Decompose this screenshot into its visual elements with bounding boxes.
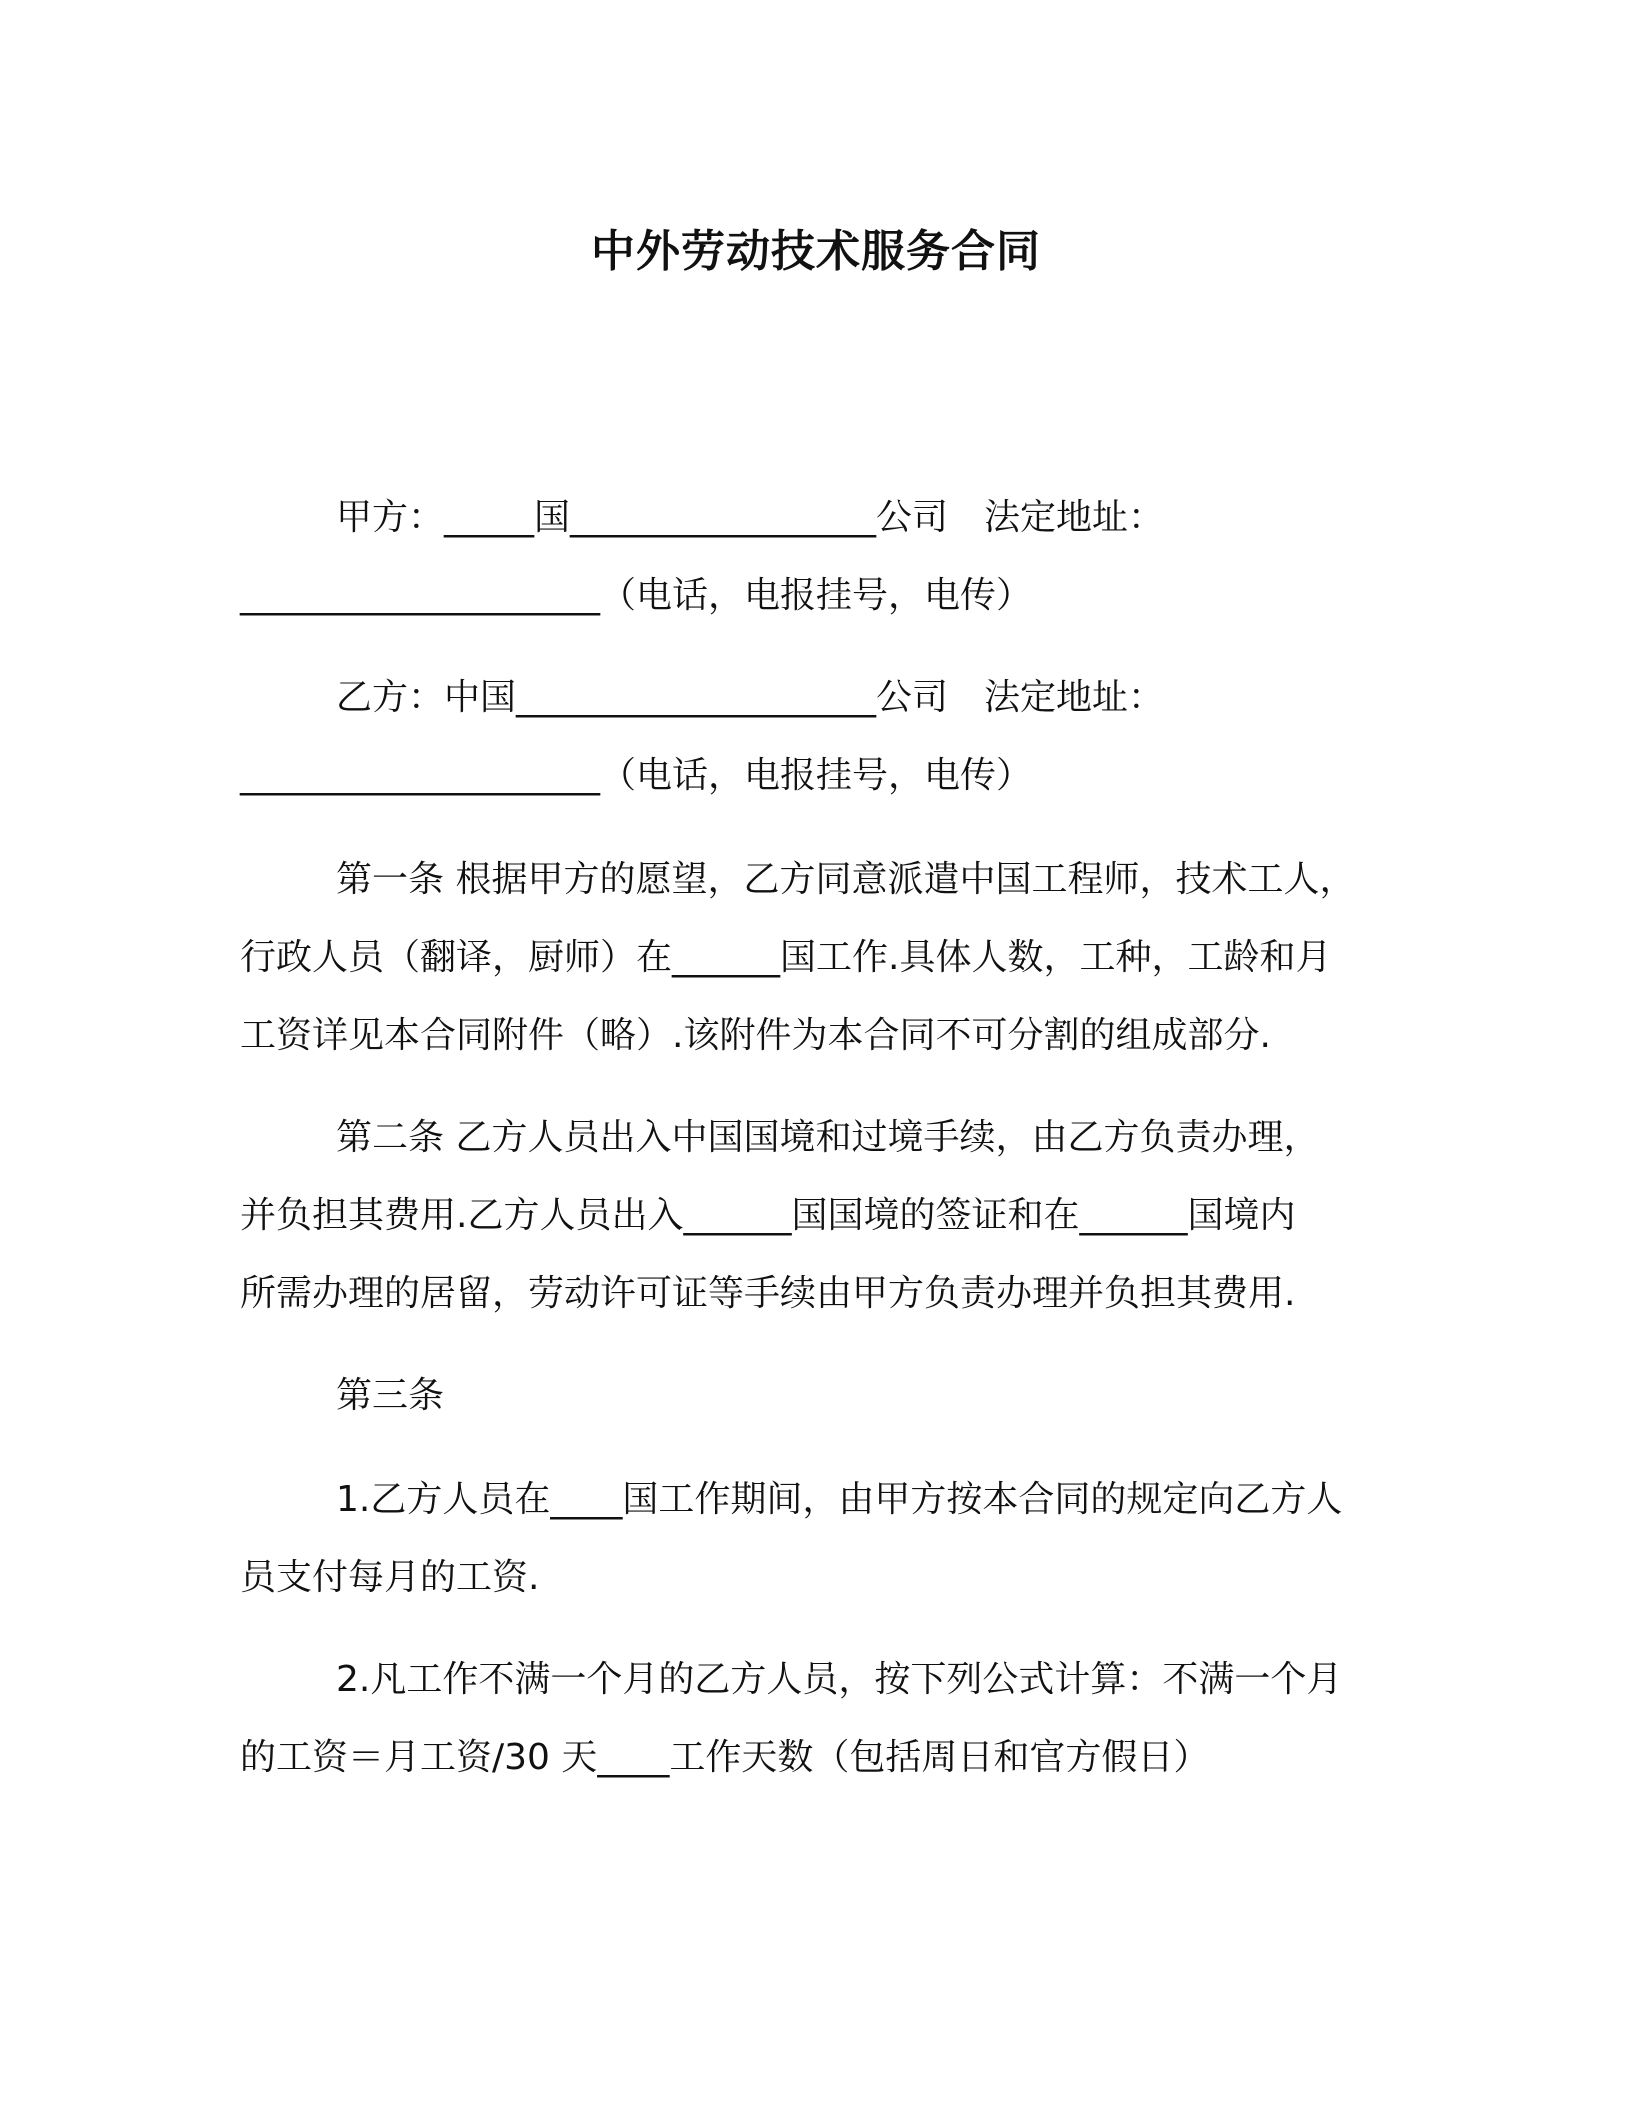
article-3-item-1-line-1: 1.乙方人员在____国工作期间，由甲方按本合同的规定向乙方人 — [336, 1479, 1343, 1520]
article-3-heading: 第三条 — [336, 1375, 445, 1416]
article-3-item-1-line-2: 员支付每月的工资. — [240, 1557, 540, 1598]
article-2-line-2: 并负担其费用.乙方人员出入______国国境的签证和在______国境内 — [240, 1195, 1296, 1236]
party-b-line: 乙方：中国____________________公司 法定地址： — [336, 677, 1165, 718]
article-1-line-2: 行政人员（翻译，厨师）在______国工作.具体人数，工种，工龄和月 — [240, 937, 1332, 978]
party-a-contact-line: ____________________（电话，电报挂号，电传） — [240, 575, 1033, 616]
page-title: 中外劳动技术服务合同 — [591, 226, 1041, 277]
article-1-line-1: 第一条 根据甲方的愿望，乙方同意派遣中国工程师，技术工人， — [336, 859, 1356, 900]
article-3-item-2-line-2: 的工资＝月工资/30 天____工作天数（包括周日和官方假日） — [240, 1737, 1210, 1778]
article-1-line-3: 工资详见本合同附件（略）.该附件为本合同不可分割的组成部分. — [240, 1015, 1271, 1056]
party-b-contact-line: ____________________（电话，电报挂号，电传） — [240, 755, 1033, 796]
party-a-line: 甲方：_____国_________________公司 法定地址： — [336, 497, 1165, 538]
article-3-item-2-line-1: 2.凡工作不满一个月的乙方人员，按下列公式计算：不满一个月 — [336, 1659, 1343, 1700]
article-2-line-3: 所需办理的居留，劳动许可证等手续由甲方负责办理并负担其费用. — [240, 1273, 1296, 1314]
article-2-line-1: 第二条 乙方人员出入中国国境和过境手续，由乙方负责办理， — [336, 1117, 1320, 1158]
